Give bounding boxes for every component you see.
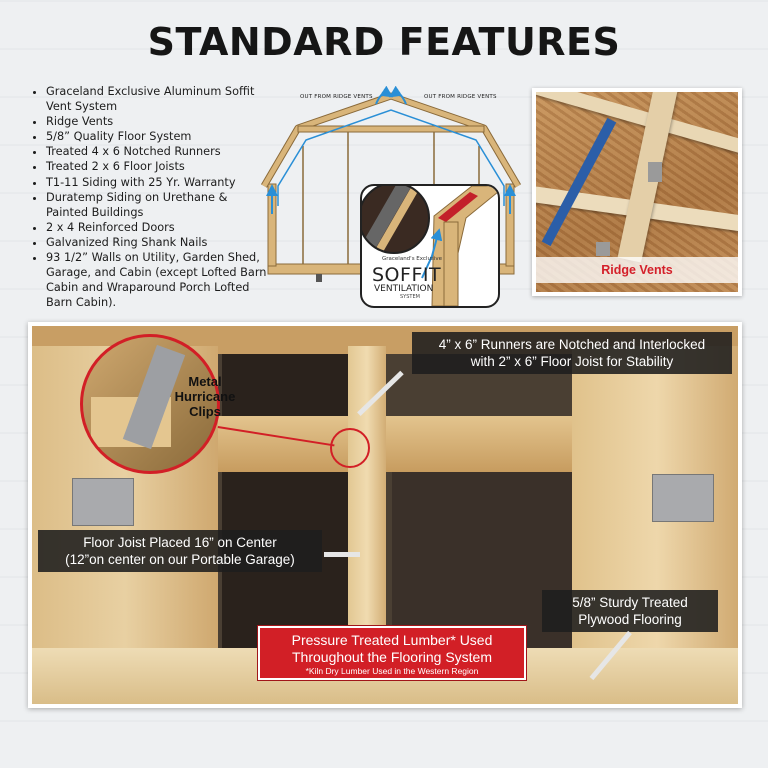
lumber-line1: Pressure Treated Lumber* Used xyxy=(291,632,493,648)
feature-item: • Graceland Exclusive Aluminum Soffit Vent System xyxy=(46,84,271,114)
pressure-treated-callout xyxy=(258,626,526,680)
joist-line2: (12”on center on our Portable Garage) xyxy=(65,552,295,567)
lumber-note: *Kiln Dry Lumber Used in the Western Region xyxy=(305,666,479,676)
clips-line3: Clips xyxy=(189,404,221,419)
feature-item: • 2 x 4 Reinforced Doors xyxy=(46,220,271,235)
feature-list xyxy=(30,84,271,310)
runners-callout xyxy=(412,332,732,374)
feature-item: • 93 1/2” Walls on Utility, Garden Shed, Garage, and Cabin (except Lofted Barn Cabin and Wraparound Porch Lofted Barn Cabin). xyxy=(46,250,271,310)
feature-item: • Treated 4 x 6 Notched Runners xyxy=(46,144,271,159)
page-title: STANDARD FEATURES xyxy=(147,20,621,64)
hurricane-clip-target-circle xyxy=(330,428,370,468)
soffit-caption-vent: VENTILATION xyxy=(374,284,434,294)
feature-item: • Galvanized Ring Shank Nails xyxy=(46,235,271,250)
vent-label-right: OUT FROM RIDGE VENTS xyxy=(424,94,497,100)
ridge-vents-label: Ridge Vents xyxy=(536,257,738,283)
plywood-callout xyxy=(542,590,718,632)
floor-photo-image xyxy=(32,326,738,704)
vent-label-left: OUT FROM RIDGE VENTS xyxy=(300,94,373,100)
joist-arrow xyxy=(324,552,360,557)
soffit-caption-system: SYSTEM xyxy=(400,294,420,300)
soffit-caption-big: SOFFIT xyxy=(372,264,442,286)
joist-callout xyxy=(38,530,322,572)
hurricane-clips-label xyxy=(170,374,240,419)
plywood-line2: Plywood Flooring xyxy=(578,612,682,627)
lumber-line2: Throughout the Flooring System xyxy=(292,649,492,665)
barn-diagram xyxy=(258,86,524,308)
runners-line1: 4” x 6” Runners are Notched and Interlocked xyxy=(438,337,706,352)
plywood-line1: 5/8” Sturdy Treated xyxy=(572,595,688,610)
feature-item: • Treated 2 x 6 Floor Joists xyxy=(46,159,271,174)
feature-item: • Duratemp Siding on Urethane & Painted Buildings xyxy=(46,190,271,220)
ridge-photo-image xyxy=(536,92,738,292)
ridge-vents-photo xyxy=(532,88,742,296)
joist-line1: Floor Joist Placed 16” on Center xyxy=(83,535,277,550)
clips-line2: Hurricane xyxy=(174,389,236,404)
feature-item: • Ridge Vents xyxy=(46,114,271,129)
feature-item: • T1-11 Siding with 25 Yr. Warranty xyxy=(46,175,271,190)
soffit-caption-small: Graceland's Exclusive xyxy=(382,256,443,262)
soffit-inset xyxy=(360,184,500,308)
runners-line2: with 2” x 6” Floor Joist for Stability xyxy=(470,354,674,369)
feature-item: • 5/8” Quality Floor System xyxy=(46,129,271,144)
floor-system-photo xyxy=(28,322,742,708)
clips-line1: Metal xyxy=(188,374,222,389)
